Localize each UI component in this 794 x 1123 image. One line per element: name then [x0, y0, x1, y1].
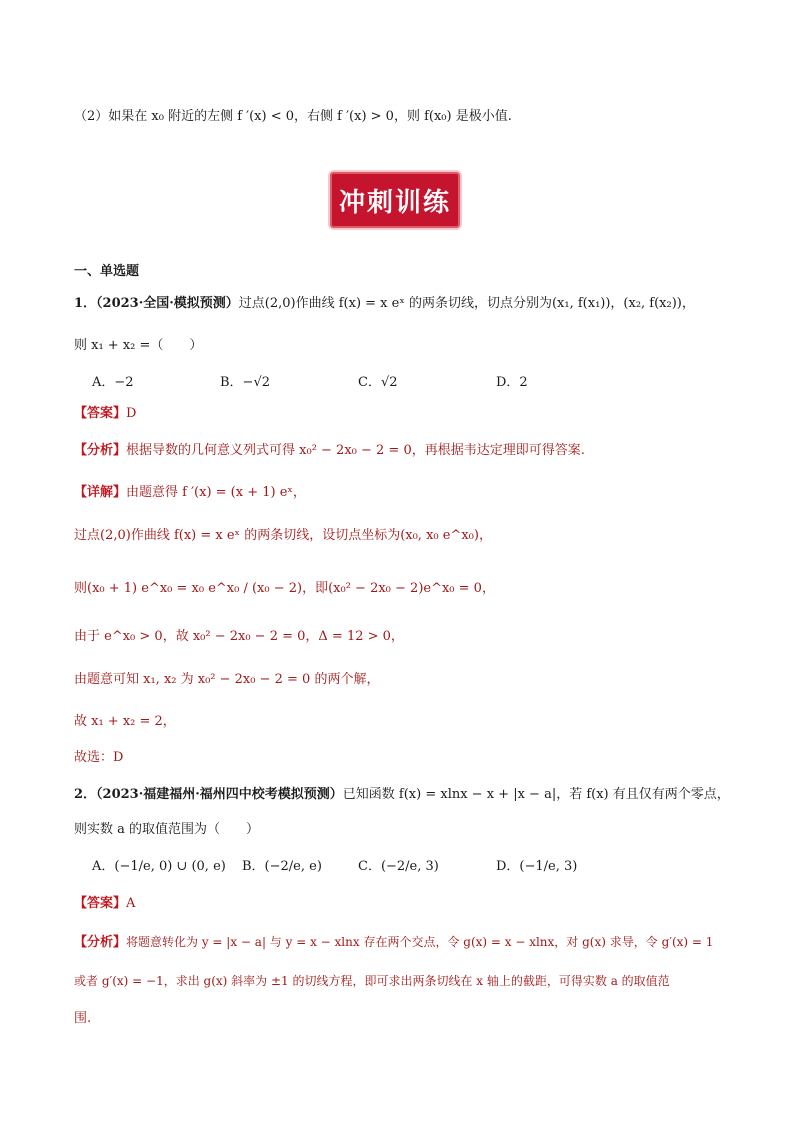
q2-option-c: C．(−2/e, 3): [358, 859, 439, 874]
q2-analysis-tag: 【分析】: [74, 935, 127, 950]
q1-detail-tag: 【详解】: [74, 485, 127, 500]
q2-analysis-line1: 将题意转化为 y = |x − a| 与 y = x − xlnx 存在两个交点，令 g(x) = x − xlnx，对 g(x) 求导，令 g′(x) = 1: [126, 935, 714, 949]
q1-step-4: 由题意可知 x₁, x₂ 为 x₀² − 2x₀ − 2 = 0 的两个解，: [74, 672, 380, 687]
banner-label: 冲刺训练: [338, 187, 451, 218]
q1-detail-text: 由题意得 f ′(x) = (x + 1) eˣ，: [126, 485, 306, 500]
q2-option-d: D．(−1/e, 3): [496, 859, 578, 874]
q1-number: 1．: [74, 296, 97, 311]
q1-step-3: 由于 e^x₀ > 0，故 x₀² − 2x₀ − 2 = 0，Δ = 12 > 0，: [74, 629, 404, 644]
q1-answer: [74, 403, 754, 425]
q1-option-a: A．−2: [92, 375, 134, 390]
q1-step-2: 则(x₀ + 1) e^x₀ = x₀ e^x₀ / (x₀ − 2)，即(x₀² − 2x₀ − 2)e^x₀ = 0，: [74, 581, 495, 596]
q2-option-b: B．(−2/e, e): [242, 859, 322, 874]
q1-step-6: 故选：D: [74, 750, 124, 765]
q2-option-a: A．(−1/e, 0) ∪ (0, e): [92, 859, 226, 874]
q1-stem: [74, 293, 754, 315]
q2-answer-tag: 【答案】: [74, 896, 127, 911]
q2-analysis: [74, 931, 754, 954]
q1-source: （2023·全国·模拟预测）: [96, 296, 239, 311]
q1-step-1: 过点(2,0)作曲线 f(x) = x eˣ 的两条切线，设切点坐标为(x₀, x₀ e^x₀)，: [74, 528, 492, 543]
q1-analysis-text: 根据导数的几何意义列式可得 x₀² − 2x₀ − 2 = 0，再根据韦达定理即可得答案.: [126, 443, 585, 458]
q1-stem2: 则 x₁ + x₂ =（ ）: [74, 338, 203, 353]
q2-options: [92, 856, 754, 878]
q2-analysis-line3: 围.: [74, 1011, 92, 1026]
q1-stem-text: 过点(2,0)作曲线 f(x) = x eˣ 的两条切线，切点分别为(x₁, f(x₁))，(x₂, f(x₂))，: [238, 296, 695, 311]
q1-options: [92, 372, 754, 394]
q2-stem2: 则实数 a 的取值范围为（ ）: [74, 822, 260, 837]
q2-source: （2023·福建福州·福州四中校考模拟预测）: [96, 787, 343, 802]
q1-answer-tag: 【答案】: [74, 406, 127, 421]
q1-detail: [74, 482, 754, 504]
q2-answer: [74, 893, 754, 915]
q1-option-c: C．√2: [358, 375, 398, 390]
intro-text: （2）如果在 x₀ 附近的左侧 f ′(x) < 0，右侧 f ′(x) > 0，则 f(x₀) 是极小值.: [74, 109, 512, 124]
q1-option-d: D．2: [496, 375, 528, 390]
q1-analysis-tag: 【分析】: [74, 443, 127, 458]
q2-stem: [74, 784, 754, 806]
q1-answer-value: D: [126, 406, 137, 421]
section-heading: 一、单选题: [74, 264, 140, 279]
q2-number: 2．: [74, 787, 97, 802]
q1-analysis: [74, 440, 754, 462]
q2-stem-text: 已知函数 f(x) = xlnx − x + |x − a|，若 f(x) 有且仅有两个零点，: [342, 787, 730, 802]
q1-step-5: 故 x₁ + x₂ = 2，: [74, 714, 176, 729]
q1-option-b: B．−√2: [220, 375, 271, 390]
section-banner: [330, 172, 460, 228]
q2-answer-value: A: [126, 896, 136, 911]
q2-analysis-line2: 或者 g′(x) = −1，求出 g(x) 斜率为 ±1 的切线方程，即可求出两条切线在 x 轴上的截距，可得实数 a 的取值范: [74, 974, 670, 988]
